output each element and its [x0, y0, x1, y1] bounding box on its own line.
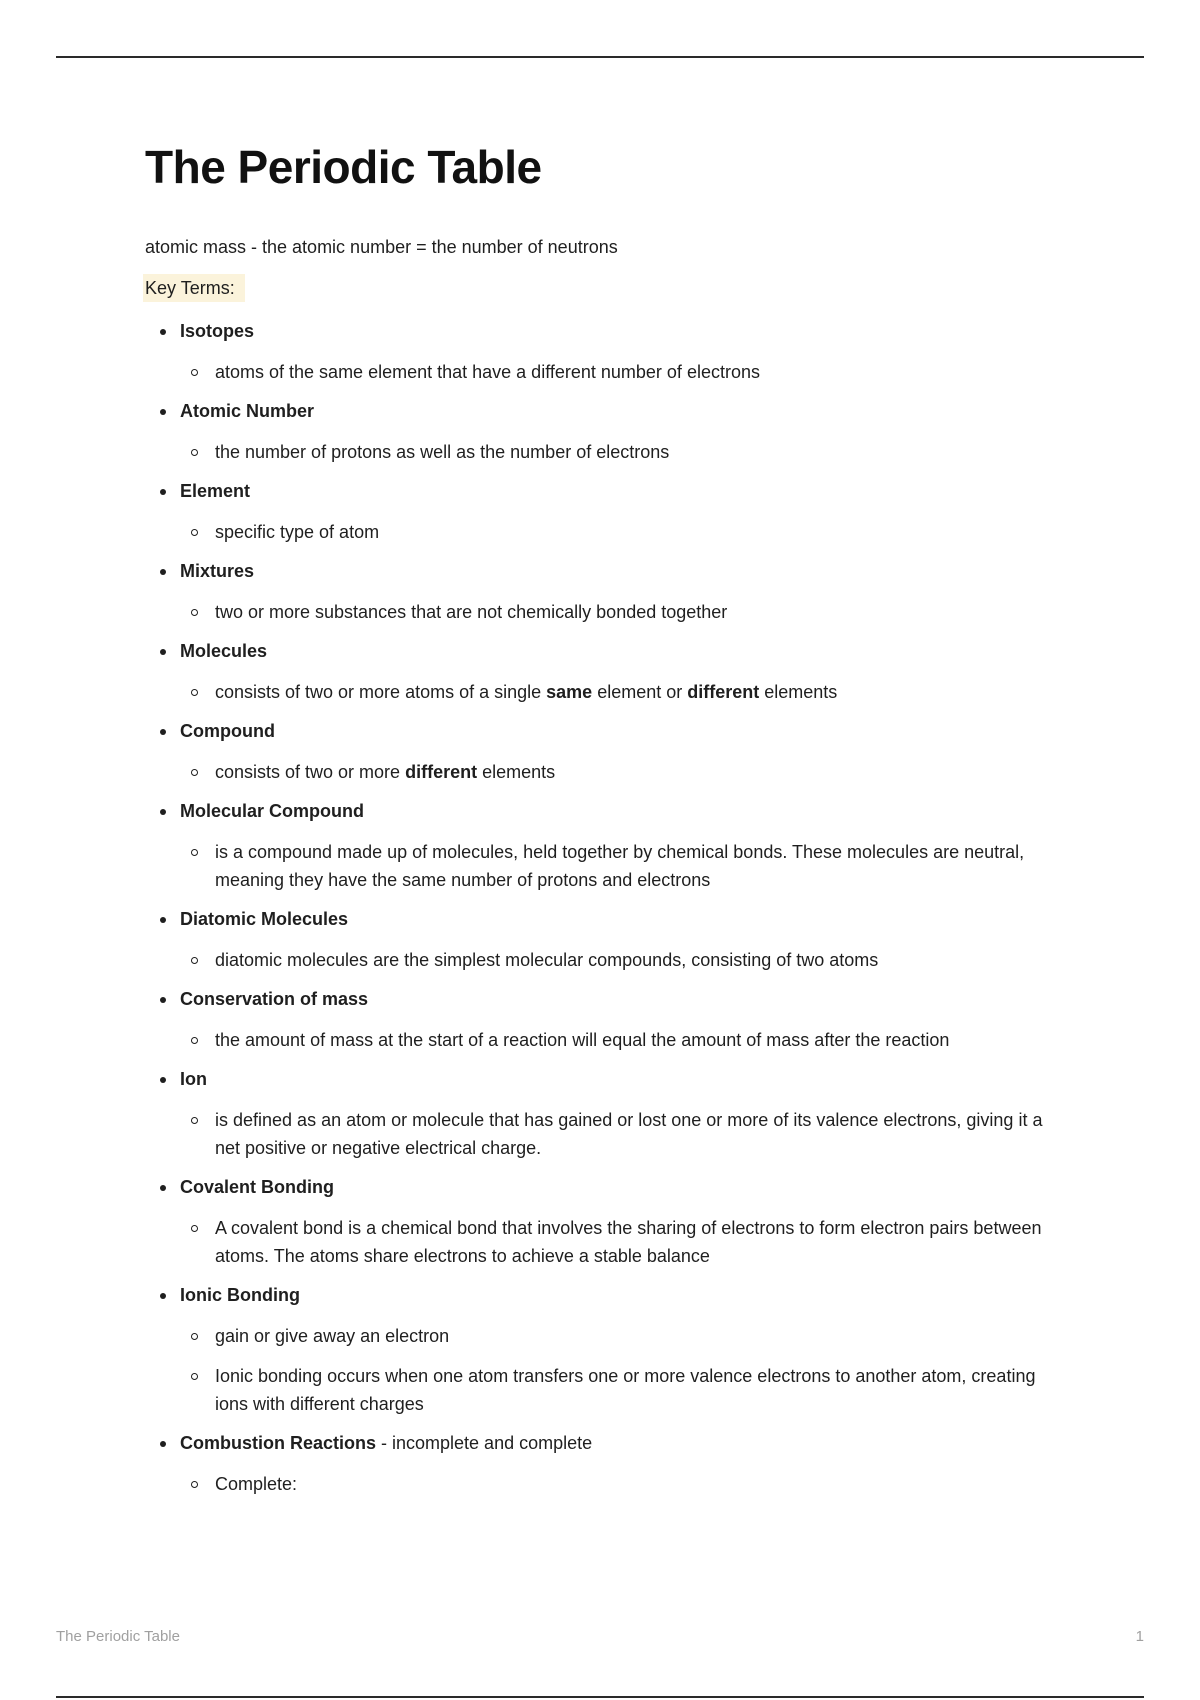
term-definition: is defined as an atom or molecule that has gained or lost one or more of its valence electrons, giving it a net positive or negative electrical charge. — [180, 1106, 1045, 1162]
term-definition: consists of two or more different elements — [180, 758, 1045, 786]
bullet-icon — [160, 569, 166, 575]
top-rule — [56, 56, 1144, 58]
term-item — [145, 638, 1045, 706]
term-name: Conservation of mass — [180, 989, 369, 1009]
term-item — [145, 558, 1045, 626]
bullet-icon — [160, 1293, 166, 1299]
bullet-icon — [160, 409, 166, 415]
term-item — [145, 906, 1045, 974]
term-definition: two or more substances that are not chemically bonded together — [180, 598, 1045, 626]
term-definition: A covalent bond is a chemical bond that involves the sharing of electrons to form electron pairs between atoms. The atoms share electrons to achieve a stable balance — [180, 1214, 1045, 1270]
term-name: Atomic Number — [180, 401, 315, 421]
term-definition: diatomic molecules are the simplest molecular compounds, consisting of two atoms — [180, 946, 1045, 974]
circle-bullet-icon — [191, 689, 198, 696]
term-item — [145, 1174, 1045, 1270]
bullet-icon — [160, 997, 166, 1003]
bullet-icon — [160, 1077, 166, 1083]
bullet-icon — [160, 809, 166, 815]
circle-bullet-icon — [191, 957, 198, 964]
bullet-icon — [160, 1185, 166, 1191]
circle-bullet-icon — [191, 1481, 198, 1488]
circle-bullet-icon — [191, 1037, 198, 1044]
term-item — [145, 398, 1045, 466]
footer-title: The Periodic Table — [56, 1628, 180, 1645]
term-name: Combustion Reactions — [180, 1433, 377, 1453]
circle-bullet-icon — [191, 529, 198, 536]
formula-text: atomic mass - the atomic number = the number of neutrons — [145, 237, 618, 257]
terms-list — [145, 318, 1045, 1498]
term-name: Ionic Bonding — [180, 1285, 300, 1305]
key-terms-label: Key Terms: — [143, 274, 245, 302]
term-definition: the amount of mass at the start of a reaction will equal the amount of mass after the reaction — [180, 1026, 1045, 1054]
bullet-icon — [160, 329, 166, 335]
term-name: Compound — [180, 721, 275, 741]
page-title: The Periodic Table — [145, 141, 542, 193]
page-number: 1 — [1135, 1628, 1144, 1645]
term-name: Molecular Compound — [180, 801, 364, 821]
term-item — [145, 1430, 1045, 1498]
circle-bullet-icon — [191, 1117, 198, 1124]
circle-bullet-icon — [191, 449, 198, 456]
circle-bullet-icon — [191, 1225, 198, 1232]
bullet-icon — [160, 917, 166, 923]
term-name: Diatomic Molecules — [180, 909, 349, 929]
term-suffix: - incomplete and complete — [376, 1433, 593, 1453]
circle-bullet-icon — [191, 1373, 198, 1380]
term-name: Element — [180, 481, 251, 501]
term-item — [145, 1066, 1045, 1162]
document-page — [145, 140, 1045, 1510]
circle-bullet-icon — [191, 369, 198, 376]
term-item — [145, 318, 1045, 386]
term-name: Covalent Bonding — [180, 1177, 334, 1197]
circle-bullet-icon — [191, 609, 198, 616]
term-definition: gain or give away an electron — [180, 1322, 1045, 1350]
bullet-icon — [160, 729, 166, 735]
term-definition: Complete: — [180, 1470, 1045, 1498]
bullet-icon — [160, 649, 166, 655]
term-definition: Ionic bonding occurs when one atom transfers one or more valence electrons to another atom, creating ions with different charges — [180, 1362, 1045, 1418]
term-name: Isotopes — [180, 321, 255, 341]
term-name: Molecules — [180, 641, 268, 661]
term-name: Ion — [180, 1069, 207, 1089]
term-item — [145, 478, 1045, 546]
term-item — [145, 986, 1045, 1054]
term-definition: specific type of atom — [180, 518, 1045, 546]
bullet-icon — [160, 1441, 166, 1447]
term-item — [145, 798, 1045, 894]
circle-bullet-icon — [191, 769, 198, 776]
term-item — [145, 1282, 1045, 1418]
term-name: Mixtures — [180, 561, 255, 581]
term-definition: consists of two or more atoms of a single same element or different elements — [180, 678, 1045, 706]
bottom-rule — [56, 1696, 1144, 1698]
term-definition: the number of protons as well as the number of electrons — [180, 438, 1045, 466]
bullet-icon — [160, 489, 166, 495]
term-item — [145, 718, 1045, 786]
circle-bullet-icon — [191, 1333, 198, 1340]
term-definition: atoms of the same element that have a different number of electrons — [180, 358, 1045, 386]
circle-bullet-icon — [191, 849, 198, 856]
term-definition: is a compound made up of molecules, held together by chemical bonds. These molecules are neutral, meaning they have the same number of protons and electrons — [180, 838, 1045, 894]
